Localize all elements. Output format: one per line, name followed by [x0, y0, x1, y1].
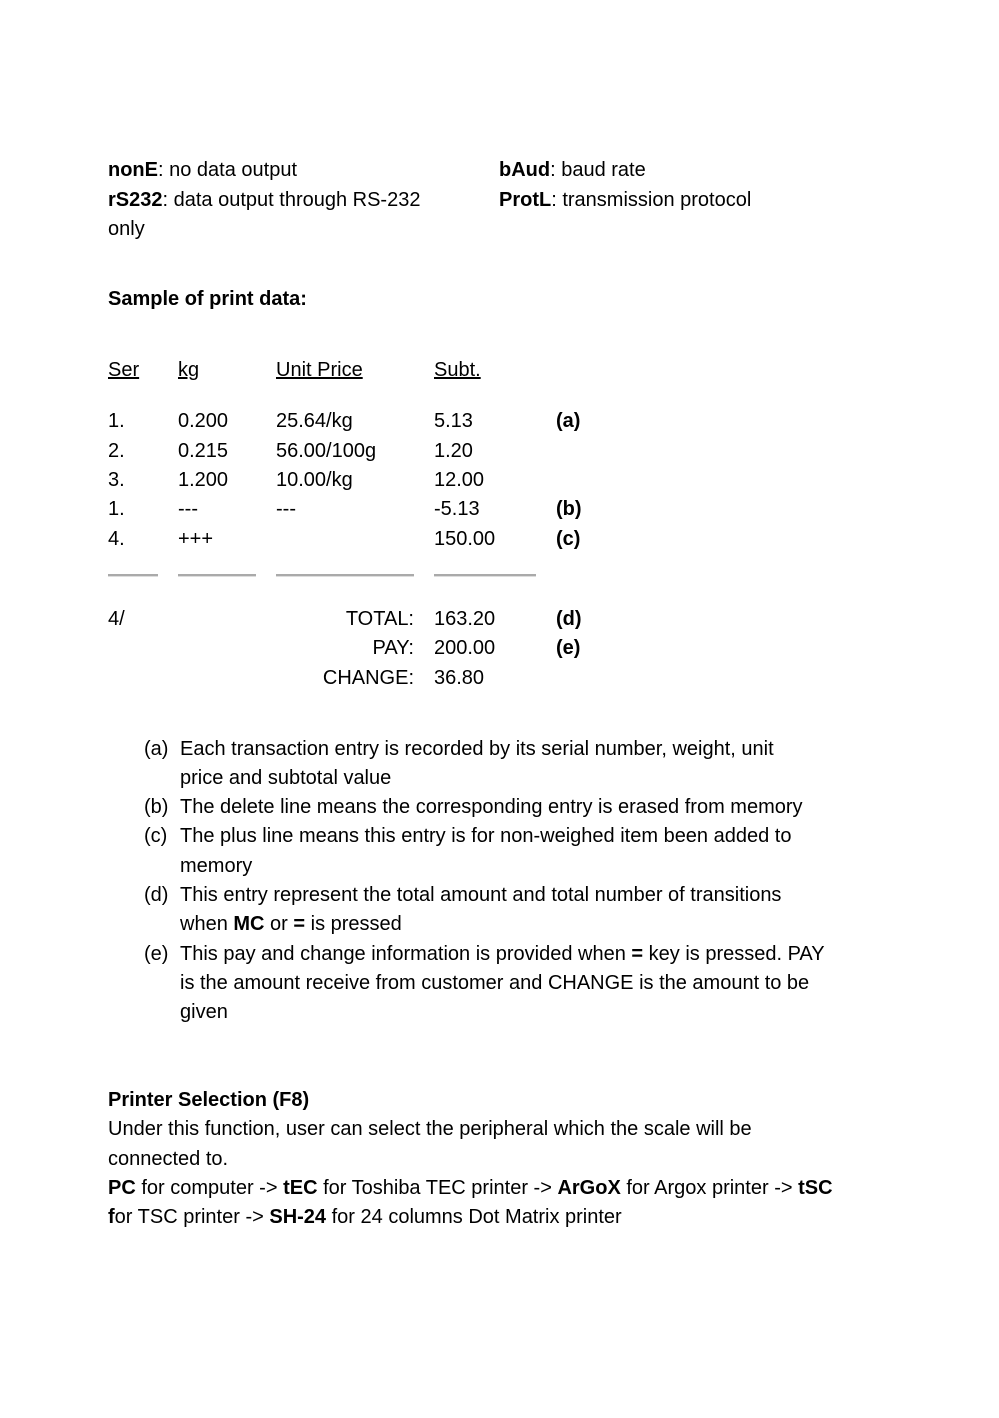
note-label: (d) [144, 884, 169, 906]
note-text: is the amount receive from customer and CHANGE is the amount to be [180, 972, 810, 994]
row-kg: --- [178, 498, 198, 520]
row-ser: 1. [108, 410, 125, 432]
pay-label: PAY: [372, 637, 414, 659]
row-subt: 5.13 [434, 410, 473, 432]
row-subt: 12.00 [434, 469, 485, 491]
separator-subt [434, 574, 536, 577]
note-text: price and subtotal value [180, 767, 392, 789]
row-subt: 1.20 [434, 440, 473, 462]
note-text: This entry represent the total amount and total number of transitions [180, 884, 782, 906]
row-ser: 2. [108, 440, 125, 462]
note-label: (b) [144, 796, 169, 818]
row-mark: (c) [556, 528, 581, 550]
change-label: CHANGE: [322, 667, 414, 689]
header-kg: kg [178, 359, 200, 381]
total-label: TOTAL: [345, 608, 414, 630]
row-price: 10.00/kg [276, 469, 353, 491]
change-value: 36.80 [434, 667, 485, 689]
row-mark: (a) [556, 410, 581, 432]
def-rs232: rS232: data output through RS-232 [108, 189, 421, 211]
total-mark: (d) [556, 608, 582, 630]
separator-price [276, 574, 414, 577]
row-kg: 1.200 [178, 469, 229, 491]
row-price: 25.64/kg [276, 410, 353, 432]
row-subt: -5.13 [434, 498, 480, 520]
pay-value: 200.00 [434, 637, 496, 659]
row-price: --- [276, 498, 296, 520]
header-ser: Ser [108, 359, 140, 381]
printer-sequence-wrap: for TSC printer -> SH-24 for 24 columns Dot Matrix printer [108, 1206, 622, 1228]
row-kg: +++ [178, 528, 214, 550]
def-none: nonE: no data output [108, 159, 298, 181]
separator-ser [108, 574, 158, 577]
row-ser: 3. [108, 469, 125, 491]
pay-mark: (e) [556, 637, 581, 659]
note-text: The delete line means the corresponding entry is erased from memory [180, 796, 803, 818]
entry-count: 4/ [108, 608, 125, 630]
row-ser: 1. [108, 498, 125, 520]
header-subt: Subt. [434, 359, 481, 381]
row-ser: 4. [108, 528, 125, 550]
note-text: when MC or = is pressed [180, 913, 402, 935]
def-rs232-wrap: only [108, 218, 145, 240]
row-kg: 0.200 [178, 410, 229, 432]
header-unit-price: Unit Price [276, 359, 363, 381]
note-label: (e) [144, 943, 169, 965]
row-price: 56.00/100g [276, 440, 377, 462]
note-text: This pay and change information is provided when = key is pressed. PAY [180, 943, 825, 965]
note-label: (a) [144, 738, 169, 760]
def-protl: ProtL: transmission protocol [499, 189, 752, 211]
note-text: The plus line means this entry is for non-weighed item been added to [180, 825, 792, 847]
note-text: given [180, 1001, 228, 1023]
printer-heading: Printer Selection (F8) [108, 1089, 310, 1111]
def-baud: bAud: baud rate [499, 159, 646, 181]
separator-kg [178, 574, 256, 577]
row-mark: (b) [556, 498, 582, 520]
printer-intro: Under this function, user can select the peripheral which the scale will be [108, 1118, 752, 1140]
sample-heading: Sample of print data: [108, 288, 307, 310]
row-subt: 150.00 [434, 528, 496, 550]
note-text: memory [180, 855, 253, 877]
total-value: 163.20 [434, 608, 496, 630]
note-text: Each transaction entry is recorded by its serial number, weight, unit [180, 738, 774, 760]
printer-sequence: PC for computer -> tEC for Toshiba TEC printer -> ArGoX for Argox printer -> tSC [108, 1177, 833, 1199]
note-label: (c) [144, 825, 168, 847]
printer-intro-wrap: connected to. [108, 1148, 229, 1170]
row-kg: 0.215 [178, 440, 229, 462]
